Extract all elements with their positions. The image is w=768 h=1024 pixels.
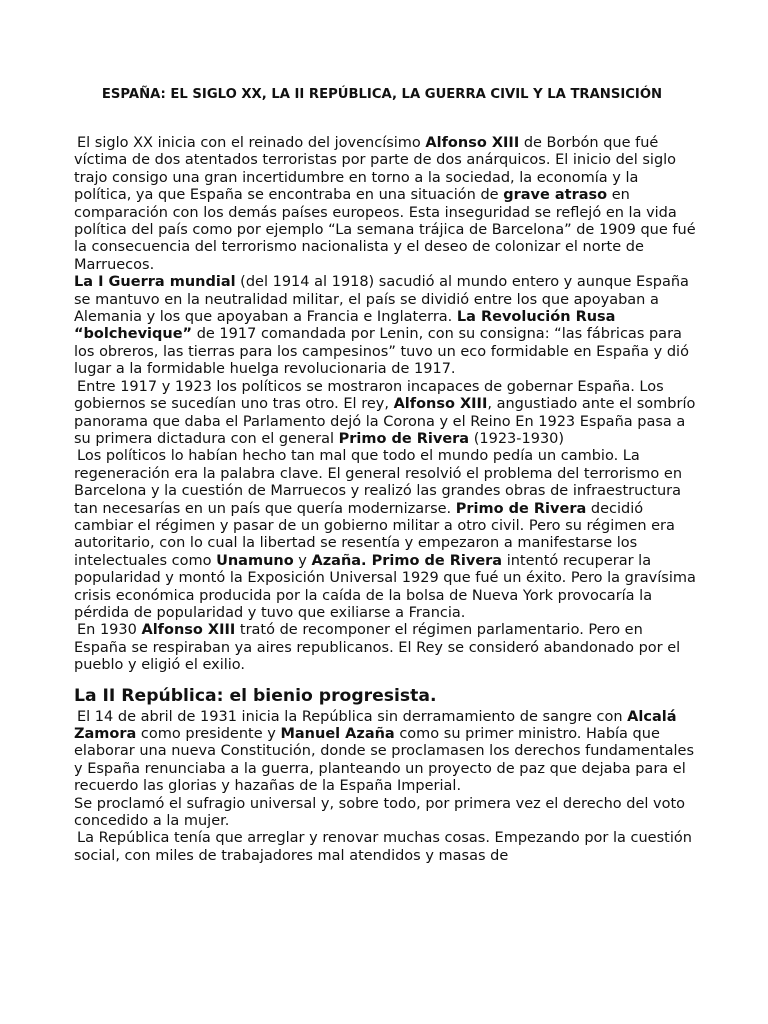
- text-run: de 1917 comandada por Lenin, con su consigna: “las fábricas para los obreros, las tierras para los campesinos” tuvo un eco formidable en España y dió lugar a la formidable huelga revolucionaria de 1917.: [74, 326, 689, 378]
- text-run: Los políticos lo habían hecho tan mal que todo el mundo pedía un cambio. La regeneración era la palabra clave. El general resolvió el problema del terrorismo en Barcelona y la cuestión de Marruecos y realizó las grandes obras de infraestructura tan necesarías en un país que quería modernizarse.: [74, 448, 683, 517]
- text-run: Se proclamó el sufragio universal y, sobre todo, por primera vez el derecho del voto concedido a la mujer.: [74, 795, 686, 830]
- text-run: (del 1914 al 1918) sacudió al mundo entero y aunque España se mantuvo en la neutralidad militar, el país se dividió entre los que apoyaban a Alemania y los que apoyaban a Francia e Inglaterra.: [74, 274, 689, 326]
- bold-text: Alfonso XIII: [393, 396, 488, 413]
- text-run: El siglo XX inicia con el reinado del jovencísimo: [77, 135, 426, 151]
- bold-text: Alcalá Zamora: [74, 708, 677, 742]
- bold-text: grave atraso: [503, 187, 608, 204]
- paragraph: [74, 796, 696, 831]
- text-run: En 1930: [77, 622, 142, 639]
- bold-text: La Revolución Rusa “bolchevique”: [74, 309, 616, 343]
- text-run: como su primer ministro. Había que elaborar una nueva Constitución, donde se proclamasen los derechos fundamentales y España renunciaba a la guerra, planteando un proyecto de paz que dejaba para el recuerdo las glorias y hazañas de la España Imperial.: [74, 726, 694, 795]
- text-run: decidió cambiar el régimen y pasar de un gobierno militar a otro civil. Pero su régimen era autoritario, con lo cual la libertad se resentía y empezaron a manifestarse los intelectuales como: [74, 500, 675, 569]
- document-body: [74, 135, 696, 865]
- section-intro: [74, 135, 696, 675]
- document-title: ESPAÑA: EL SIGLO XX, LA II REPÚBLICA, LA GUERRA CIVIL Y LA TRANSICIÓN: [101, 87, 663, 102]
- paragraph: [74, 274, 696, 378]
- text-run: (1923-1930): [469, 430, 565, 447]
- text-run: La República tenía que arreglar y renovar muchas cosas. Empezando por la cuestión social, con miles de trabajadores mal atendidos y masas de: [74, 830, 692, 864]
- text-run: trató de recomponer el régimen parlamentario. Pero en España se respiraban ya aires republicanos. El Rey se consideró abandonado por el pueblo y eligió el exilio.: [74, 622, 681, 674]
- section-republica: [74, 709, 696, 866]
- paragraph: [74, 830, 696, 865]
- bold-text: Azaña. Primo de Rivera: [311, 552, 503, 569]
- section-heading: La II República: el bienio progresista.: [74, 685, 437, 706]
- bold-text: Manuel Azaña: [280, 726, 395, 742]
- bold-text: Unamuno: [216, 552, 294, 569]
- paragraph: [74, 448, 696, 622]
- bold-text: Primo de Rivera: [455, 500, 587, 517]
- bold-text: Alfonso XIII: [141, 622, 236, 639]
- text-run: como presidente y: [136, 726, 281, 742]
- bold-text: La I Guerra mundial: [74, 274, 236, 291]
- text-run: de Borbón que fué víctima de dos atentados terroristas por parte de dos anárquicos. El inicio del siglo trajo consigo una gran incertidumbre en torno a la sociedad, la economía y la política, ya que España se encontraba en una situación de: [74, 135, 677, 204]
- paragraph: [74, 709, 696, 796]
- text-run: Entre 1917 y 1923 los políticos se mostraron incapaces de gobernar España. Los gobiernos se sucedían uno tras otro. El rey,: [74, 378, 664, 413]
- text-run: y: [293, 552, 312, 569]
- text-run: , angustiado ante el sombrío panorama que daba el Parlamento dejó la Corona y el Reino En 1923 España pasa a su primera dictadura con el general: [74, 396, 696, 447]
- paragraph: [74, 135, 696, 274]
- bold-text: Primo de Rivera: [338, 430, 470, 447]
- text-run: El 14 de abril de 1931 inicia la República sin derramamiento de sangre con: [77, 708, 628, 725]
- bold-text: Alfonso XIII: [425, 135, 520, 151]
- paragraph: [74, 622, 696, 674]
- text-run: intentó recuperar la popularidad y montó la Exposición Universal 1929 que fué un éxito. Pero la gravísima crisis económica producida por la caída de la bolsa de Nueva York provocaría la pérdida de popularidad y tuvo que exiliarse a Francia.: [74, 552, 696, 621]
- text-run: en comparación con los demás países europeos. Esta inseguridad se reflejó en la vida política del país como por ejemplo “La semana trájica de Barcelona” de 1909 que fué la consecuencia del terrorismo nacionalista y el deseo de colonizar el norte de Marruecos.: [74, 187, 696, 273]
- paragraph: [74, 379, 696, 449]
